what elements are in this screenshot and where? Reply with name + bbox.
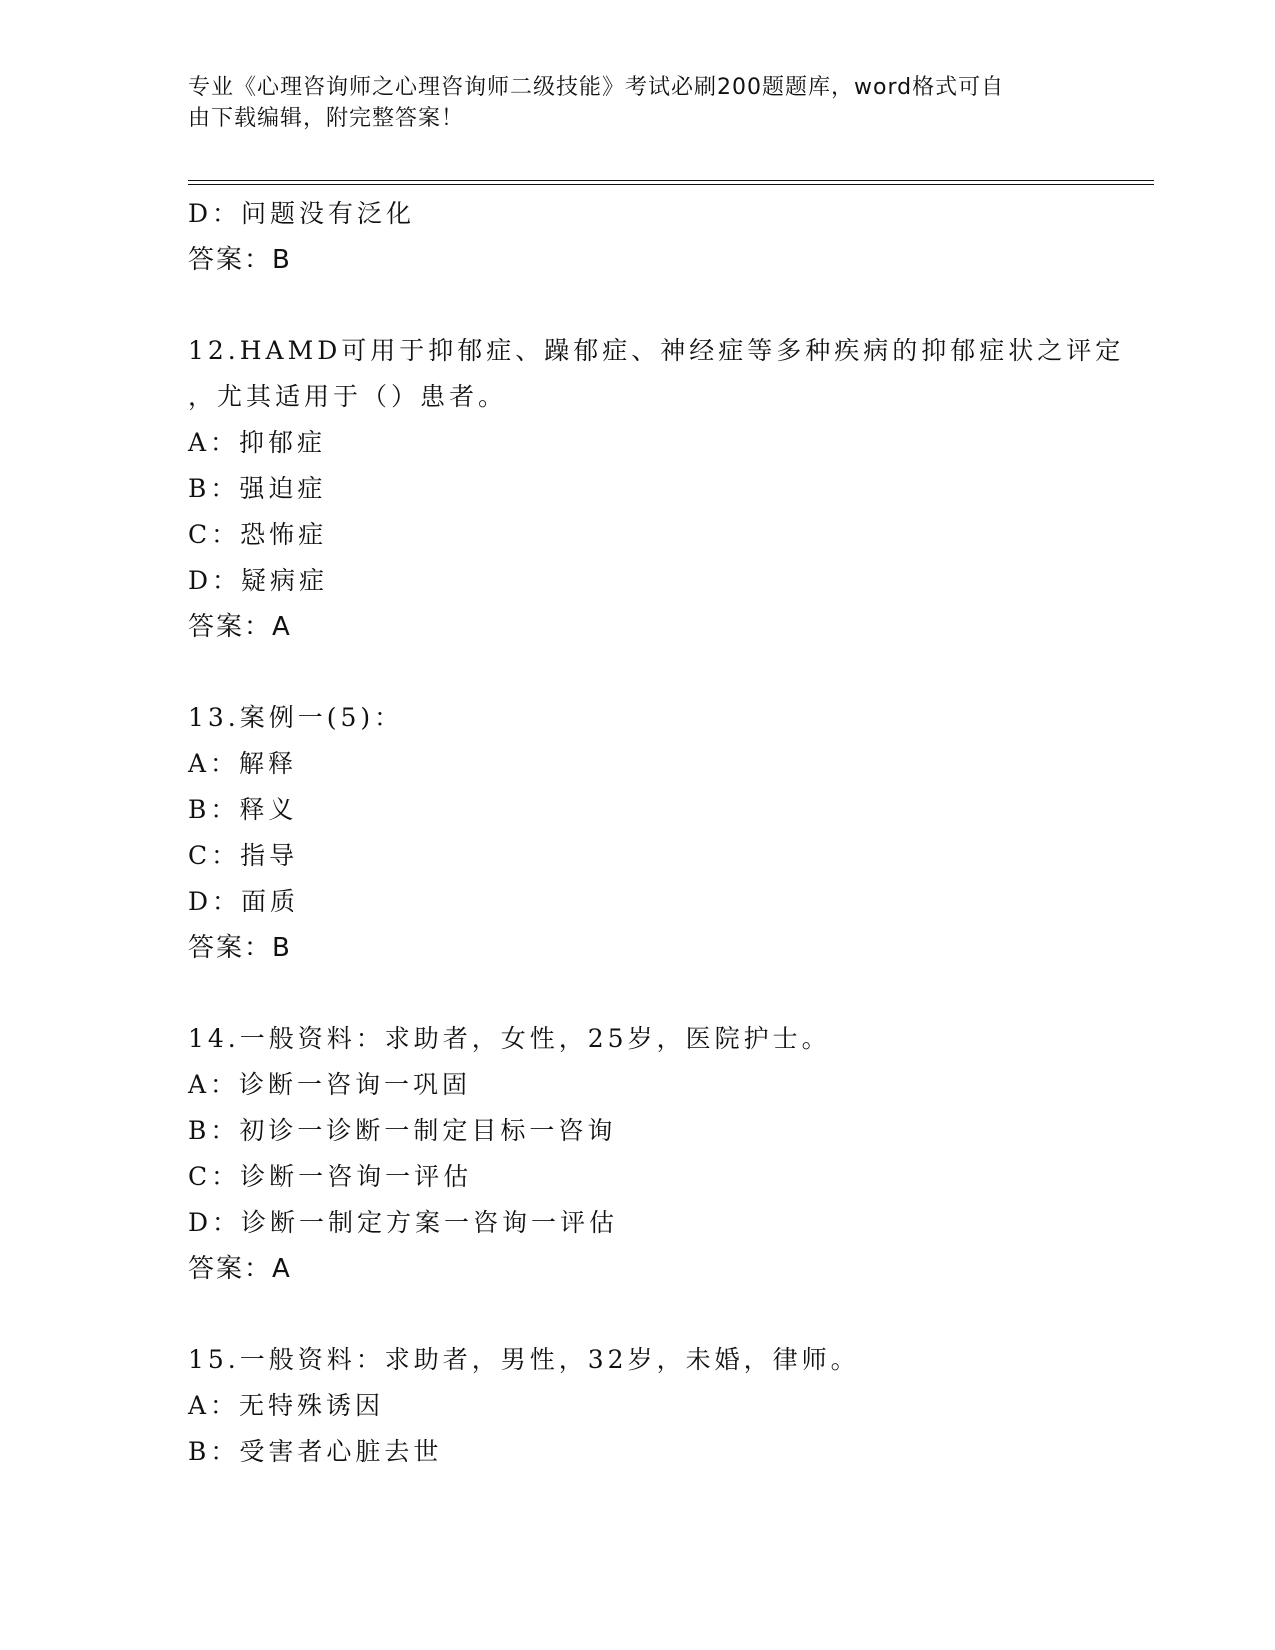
header-line-2: 由下载编辑，附完整答案！: [188, 106, 465, 131]
header-divider-top: [188, 180, 1154, 181]
question-stem: 12.HAMD可用于抑郁症、躁郁症、神经症等多种疾病的抑郁症状之评定: [188, 336, 1125, 365]
answer: 答案：B: [188, 933, 292, 963]
option-b: B：释义: [188, 795, 298, 824]
question-13: [188, 695, 1088, 971]
question-stem: 15.一般资料：求助者，男性，32岁，未婚，律师。: [188, 1345, 860, 1374]
question-15: [188, 1337, 1088, 1475]
option-a: A：诊断一咨询一巩固: [188, 1070, 472, 1099]
answer: 答案：B: [188, 245, 292, 275]
option-b: B：初诊一诊断一制定目标一咨询: [188, 1116, 617, 1145]
question-gap: [188, 1292, 1088, 1337]
option-c: C：指导: [188, 841, 299, 870]
option-a: A：解释: [188, 749, 298, 778]
option-d: D：疑病症: [188, 566, 329, 595]
option-a: A：抑郁症: [188, 428, 327, 457]
answer: 答案：A: [188, 612, 292, 642]
question-12: [188, 328, 1125, 650]
option-c: C：恐怖症: [188, 520, 328, 549]
question-11-tail: [188, 191, 1088, 283]
question-stem-continued: ，尤其适用于（）患者。: [188, 382, 508, 411]
option-b: B：强迫症: [188, 474, 327, 503]
option-d: D：诊断一制定方案一咨询一评估: [188, 1208, 619, 1237]
question-stem: 13.案例一(5)：: [188, 703, 404, 732]
page-header: [188, 72, 1088, 134]
option-a: A：无特殊诱因: [188, 1391, 385, 1420]
option-d: D：问题没有泛化: [188, 199, 416, 228]
question-14: [188, 1016, 1088, 1292]
header-divider-bottom: [188, 184, 1154, 185]
option-b: B：受害者心脏去世: [188, 1437, 443, 1466]
header-line-1: 专业《心理咨询师之心理咨询师二级技能》考试必刷200题题库，word格式可自: [188, 75, 1005, 100]
answer: 答案：A: [188, 1254, 292, 1284]
question-gap: [188, 971, 1088, 1016]
question-gap: [188, 650, 1088, 695]
question-stem: 14.一般资料：求助者，女性，25岁，医院护士。: [188, 1024, 831, 1053]
option-d: D：面质: [188, 887, 300, 916]
question-list: [188, 191, 1125, 1475]
option-c: C：诊断一咨询一评估: [188, 1162, 473, 1191]
question-gap: [188, 283, 1088, 328]
